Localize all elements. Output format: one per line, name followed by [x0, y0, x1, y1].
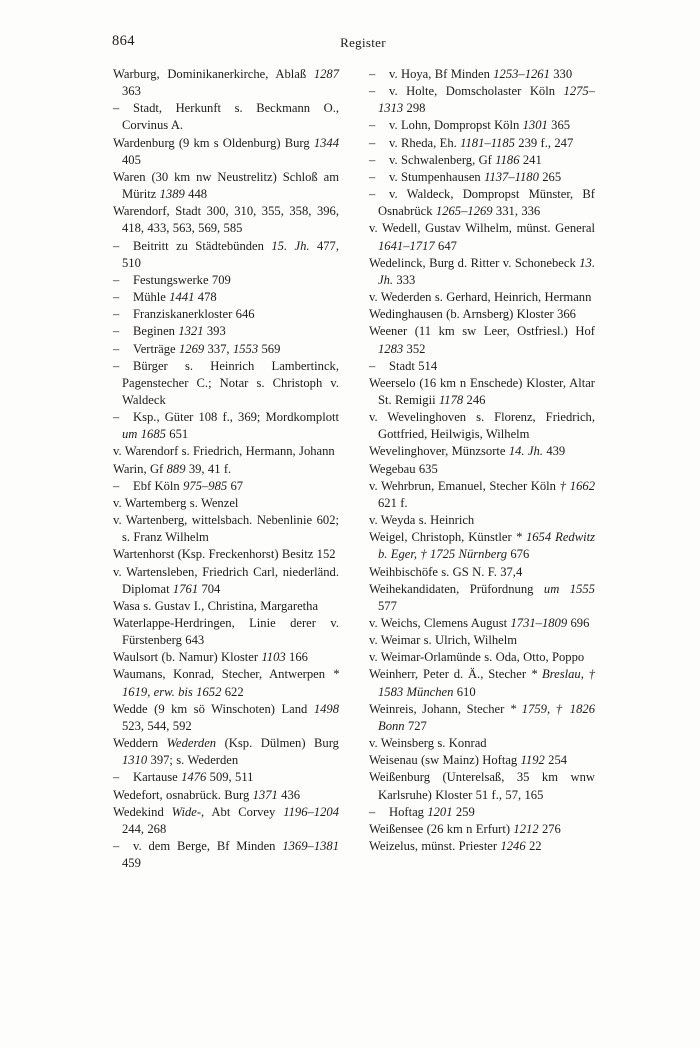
index-entry: – Beitritt zu Städtebünden 15. Jh. 477, 510 [113, 238, 339, 270]
index-entry: Wegebau 635 [369, 461, 438, 476]
index-entry: v. Wartemberg s. Wenzel [113, 495, 239, 510]
index-entry: – Stadt, Herkunft s. Beckmann O., Corvinus A. [113, 101, 339, 133]
index-entry: – v. dem Berge, Bf Minden 1369–1381 459 [113, 839, 339, 871]
dash-marker: – [369, 118, 376, 133]
index-entry: – Kartause 1476 509, 511 [113, 769, 339, 786]
index-column-right [369, 66, 595, 872]
index-entry: v. Warendorf s. Friedrich, Hermann, Johann [113, 444, 335, 459]
index-entry: – Verträge 1269 337, 1553 569 [113, 341, 339, 358]
index-entry: Waulsort (b. Namur) Kloster 1103 166 [113, 650, 308, 665]
index-entry: – v. Rheda, Eh. 1181–1185 239 f., 247 [369, 135, 595, 152]
dash-marker: – [113, 410, 120, 425]
index-entry: – Hoftag 1201 259 [369, 804, 595, 821]
index-entry: v. Weimar-Orlamünde s. Oda, Otto, Poppo [369, 650, 585, 665]
index-entry: Weddern Wederden (Ksp. Dülmen) Burg 1310 397; s. Wederden [113, 736, 339, 768]
index-entry: v. Wartenberg, wittelsbach. Nebenlinie 602; s. Franz Wilhelm [113, 513, 339, 545]
index-entry: Warburg, Dominikanerkirche, Ablaß 1287 363 [113, 67, 339, 99]
index-entry: – v. Holte, Domscholaster Köln 1275–1313 298 [369, 84, 595, 116]
dash-marker: – [113, 307, 120, 322]
index-entry: Waumans, Konrad, Stecher, Antwerpen * 1619, erw. bis 1652 622 [113, 667, 339, 699]
dash-marker: – [113, 478, 120, 493]
index-entry: v. Weimar s. Ulrich, Wilhelm [369, 633, 518, 648]
index-column-left [113, 66, 339, 872]
index-entry: Wedekind Wide-, Abt Corvey 1196–1204 244, 268 [113, 804, 339, 836]
index-entry: – v. Schwalenberg, Gf 1186 241 [369, 152, 595, 169]
dash-marker: – [113, 341, 120, 356]
index-entry: Weizelus, münst. Priester 1246 22 [369, 839, 542, 854]
dash-marker: – [369, 187, 376, 202]
index-entry: v. Weyda s. Heinrich [369, 513, 475, 528]
index-entry: v. Wevelinghoven s. Florenz, Friedrich, Gottfried, Heilwigis, Wilhelm [369, 410, 595, 442]
index-entry: – Ksp., Güter 108 f., 369; Mordkomplott um 1685 651 [113, 410, 339, 442]
index-entry: Weinreis, Johann, Stecher * 1759, † 1826 Bonn 727 [369, 701, 595, 733]
index-entry: Warendorf, Stadt 300, 310, 355, 358, 396, 418, 433, 563, 569, 585 [113, 204, 339, 236]
index-entry: Weigel, Christoph, Künstler * 1654 Redwitz b. Eger, † 1725 Nürnberg 676 [369, 530, 596, 562]
index-entry: Wardenburg (9 km s Oldenburg) Burg 1344 405 [113, 135, 339, 167]
dash-marker: – [369, 152, 376, 167]
index-entry: – v. Stumpenhausen 1137–1180 265 [369, 169, 595, 186]
index-entry: Wedde (9 km sö Winschoten) Land 1498 523, 544, 592 [113, 701, 339, 733]
index-entry: – v. Lohn, Dompropst Köln 1301 365 [369, 117, 595, 134]
dash-marker: – [369, 67, 376, 81]
index-entry: Wedefort, osnabrück. Burg 1371 436 [113, 787, 301, 802]
dash-marker: – [369, 84, 376, 99]
dash-marker: – [113, 272, 120, 287]
dash-marker: – [369, 804, 376, 819]
index-entry: Waren (30 km nw Neustrelitz) Schloß am Müritz 1389 448 [113, 169, 339, 202]
index-columns [113, 66, 595, 872]
index-entry: Weisenau (sw Mainz) Hoftag 1192 254 [369, 753, 568, 768]
index-entry: Weerselo (16 km n Enschede) Kloster, Altar St. Remigii 1178 246 [369, 375, 595, 407]
index-entry: – Stadt 514 [369, 358, 595, 375]
index-entry: Waterlappe-Herdringen, Linie derer v. Fürstenberg 643 [113, 616, 339, 648]
index-entry: Wasa s. Gustav I., Christina, Margaretha [113, 598, 319, 613]
dash-marker: – [369, 169, 376, 184]
index-entry: Weihbischöfe s. GS N. F. 37,4 [369, 564, 523, 579]
dash-marker: – [113, 290, 120, 305]
index-entry: Weißensee (26 km n Erfurt) 1212 276 [369, 821, 561, 836]
dash-marker: – [369, 358, 376, 373]
index-entry: v. Wederden s. Gerhard, Heinrich, Hermann [369, 290, 592, 305]
index-entry: Warin, Gf 889 39, 41 f. [113, 461, 232, 476]
index-entry: – Bürger s. Heinrich Lambertinck, Pagenstecher C.; Notar s. Christoph v. Waldeck [113, 358, 339, 407]
index-entry: v. Wehrbrun, Emanuel, Stecher Köln † 1662 621 f. [369, 478, 595, 510]
index-entry: v. Weinsberg s. Konrad [369, 736, 487, 751]
page-number: 864 [112, 33, 135, 49]
index-entry: – Festungswerke 709 [113, 272, 339, 289]
index-entry: Weißenburg (Unterelsaß, 35 km wnw Karlsruhe) Kloster 51 f., 57, 165 [369, 770, 595, 802]
dash-marker: – [113, 324, 120, 339]
dash-marker: – [113, 839, 120, 854]
index-entry: Weihekandidaten, Prüfordnung um 1555 577 [369, 581, 595, 613]
index-entry: v. Weichs, Clemens August 1731–1809 696 [369, 616, 590, 630]
index-entry: Weener (11 km sw Leer, Ostfriesl.) Hof 1283 352 [369, 324, 595, 356]
index-entry: – Franziskanerkloster 646 [113, 306, 339, 323]
dash-marker: – [369, 135, 376, 150]
index-entry: – v. Waldeck, Dompropst Münster, Bf Osnabrück 1265–1269 331, 336 [369, 187, 595, 219]
index-entry: Weinherr, Peter d. Ä., Stecher * Breslau, † 1583 München 610 [369, 667, 595, 699]
index-entry: – v. Hoya, Bf Minden 1253–1261 330 [369, 66, 595, 83]
index-entry: – Ebf Köln 975–985 67 [113, 478, 339, 495]
index-entry: Wedelinck, Burg d. Ritter v. Schonebeck 13. Jh. 333 [369, 255, 595, 287]
dash-marker: – [113, 101, 120, 116]
index-entry: – Beginen 1321 393 [113, 323, 339, 340]
index-entry: Wartenhorst (Ksp. Freckenhorst) Besitz 152 [113, 547, 336, 562]
dash-marker: – [113, 358, 120, 373]
index-entry: Wevelinghover, Münzsorte 14. Jh. 439 [369, 444, 566, 459]
dash-marker: – [113, 770, 120, 785]
index-entry: – Mühle 1441 478 [113, 289, 339, 306]
dash-marker: – [113, 238, 120, 253]
index-entry: v. Wartensleben, Friedrich Carl, niederländ. Diplomat 1761 704 [113, 564, 339, 596]
index-entry: v. Wedell, Gustav Wilhelm, münst. General 1641–1717 647 [369, 221, 595, 253]
running-head-title: Register [340, 35, 386, 50]
index-entry: Wedinghausen (b. Arnsberg) Kloster 366 [369, 307, 576, 322]
